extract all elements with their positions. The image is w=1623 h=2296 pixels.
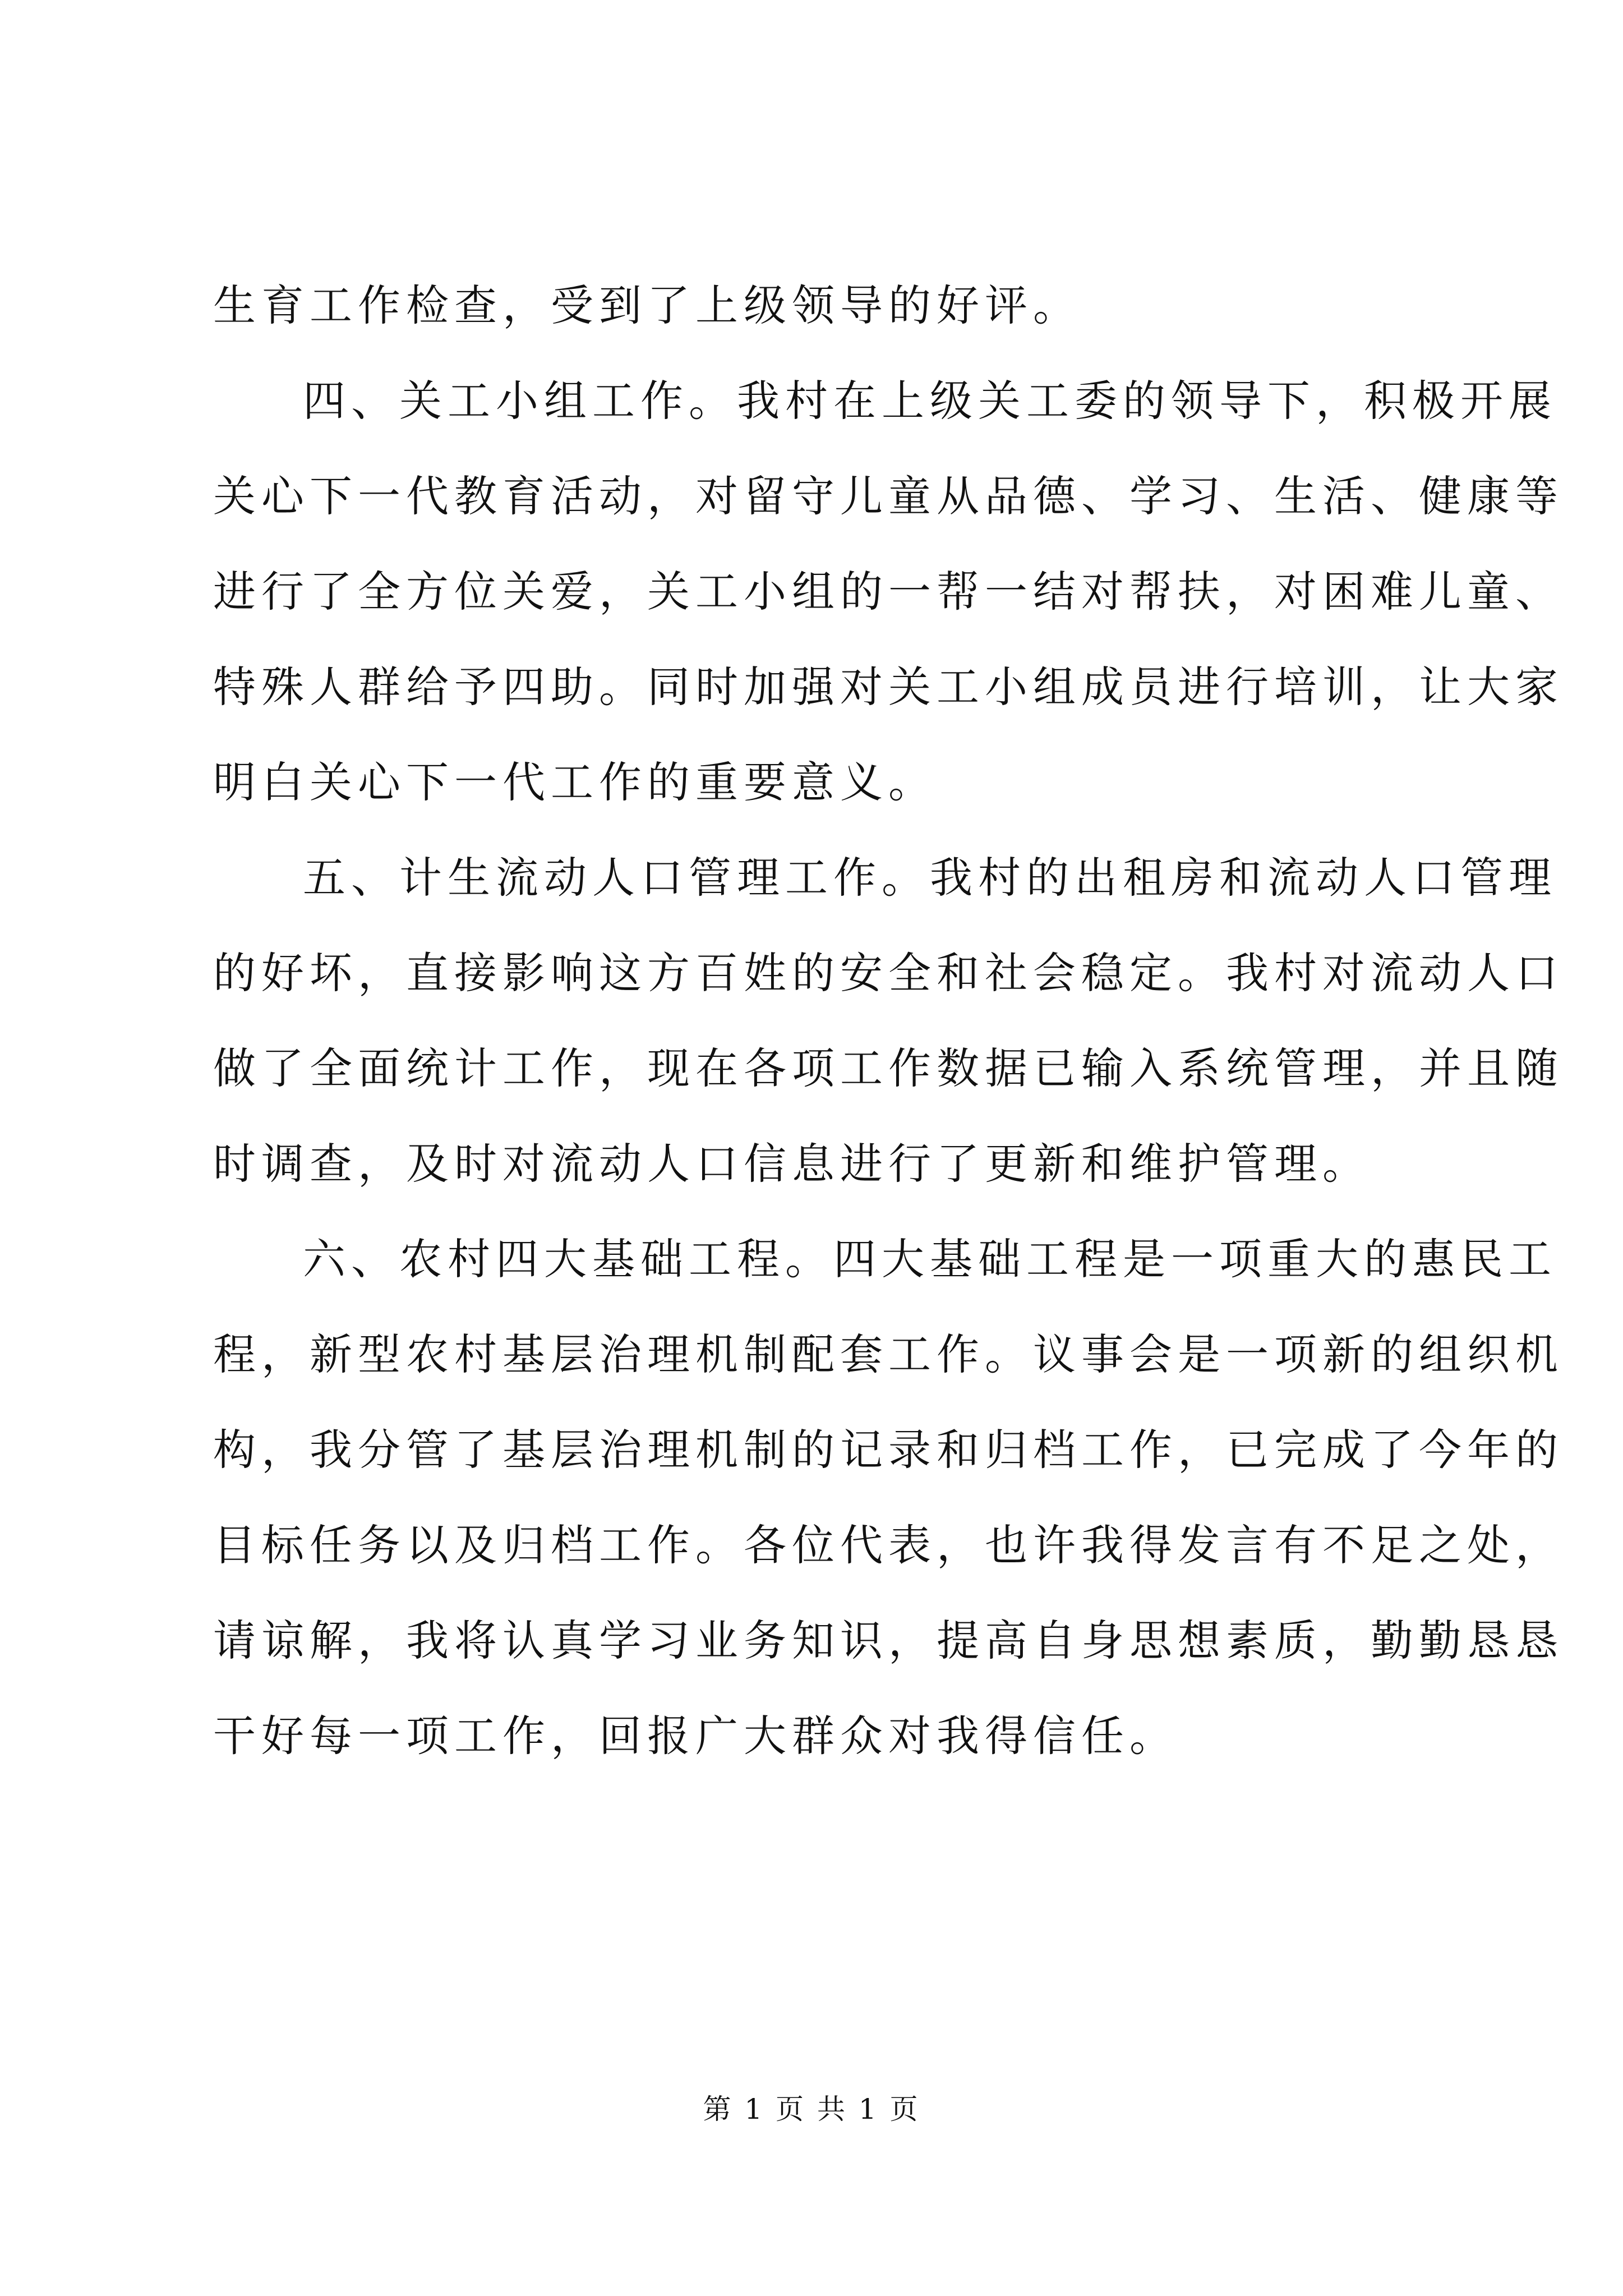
text-line-11: 六、农村四大基础工程。四大基础工程是一项重大的惠民工 [303, 1234, 1557, 1284]
text-line-1: 生育工作检查，受到了上级领导的好评。 [213, 280, 1081, 330]
text-line-3: 关心下一代教育活动，对留守儿童从品德、学习、生活、健康等 [213, 471, 1564, 521]
text-line-13: 构，我分管了基层治理机制的记录和归档工作，已完成了今年的 [213, 1425, 1564, 1475]
document-body [213, 258, 1564, 1784]
text-line-15: 请谅解，我将认真学习业务知识，提高自身思想素质，勤勤恳恳 [213, 1616, 1564, 1665]
text-line-8: 的好坏，直接影响这方百姓的安全和社会稳定。我村对流动人口 [213, 948, 1564, 998]
text-line-5: 特殊人群给予四助。同时加强对关工小组成员进行培训，让大家 [213, 662, 1564, 712]
text-line-2: 四、关工小组工作。我村在上级关工委的领导下，积极开展 [303, 376, 1557, 426]
text-line-7: 五、计生流动人口管理工作。我村的出租房和流动人口管理 [303, 853, 1557, 903]
text-line-12: 程，新型农村基层治理机制配套工作。议事会是一项新的组织机 [213, 1329, 1564, 1379]
text-line-6: 明白关心下一代工作的重要意义。 [213, 757, 937, 807]
text-line-9: 做了全面统计工作，现在各项工作数据已输入系统管理，并且随 [213, 1043, 1564, 1093]
text-line-10: 时调查，及时对流动人口信息进行了更新和维护管理。 [213, 1139, 1371, 1189]
page-footer [0, 2087, 1623, 2127]
page-number-label: 第 1 页 共 1 页 [703, 2093, 920, 2125]
text-line-14: 目标任务以及归档工作。各位代表，也许我得发言有不足之处， [213, 1520, 1564, 1570]
text-line-16: 干好每一项工作，回报广大群众对我得信任。 [213, 1711, 1178, 1761]
text-line-4: 进行了全方位关爱，关工小组的一帮一结对帮扶，对困难儿童、 [213, 567, 1564, 616]
